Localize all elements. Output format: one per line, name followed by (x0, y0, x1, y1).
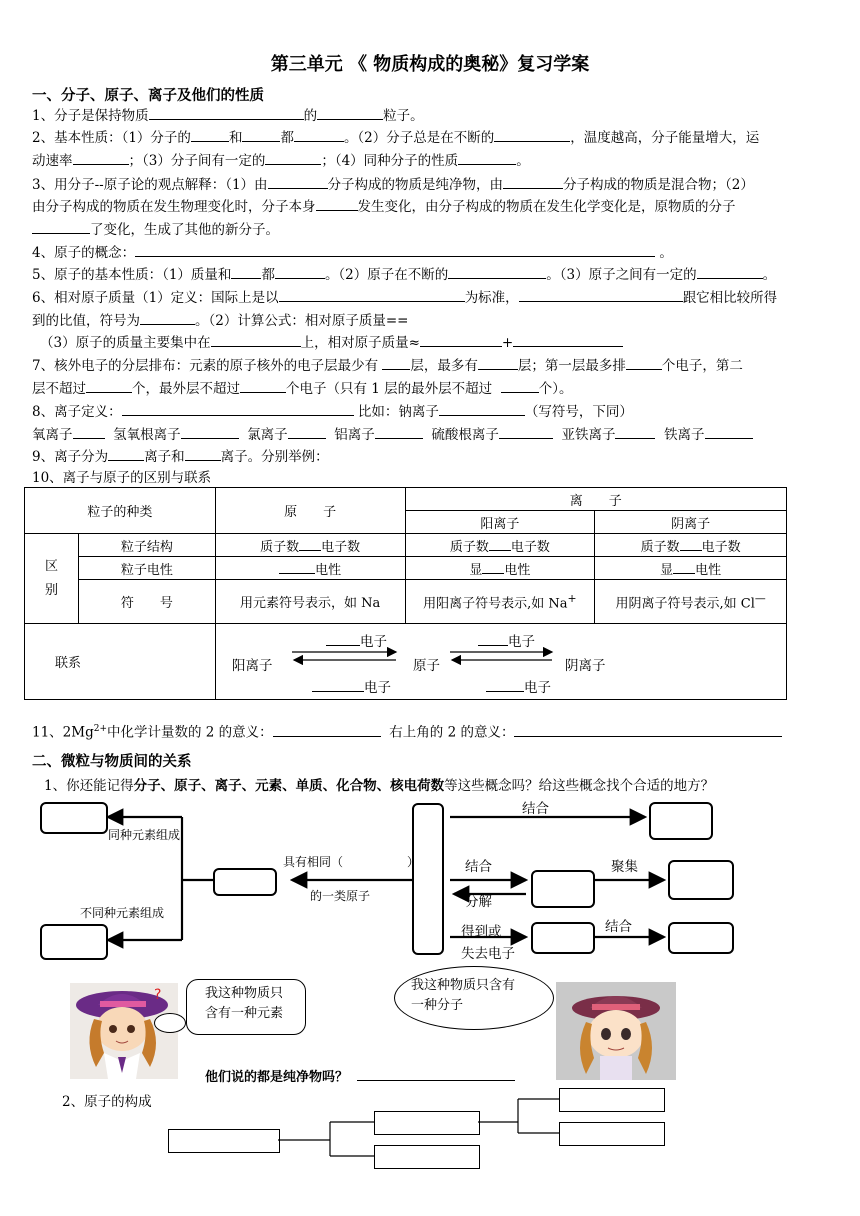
label-combine-2: 结合 (465, 859, 492, 875)
link-atom: 原子 (413, 658, 440, 674)
link-label-1: 电子 (326, 630, 387, 650)
label-diff-element: 不同种元素组成 (80, 906, 165, 920)
speech-bubble-right: 我这种物质只含有 一种分子 (394, 966, 554, 1030)
header-atom: 原 子 (215, 488, 405, 534)
header-anion: 阴离子 (595, 511, 787, 534)
section2-heading: 二、微粒与物质间的关系 (32, 754, 192, 770)
question-3: 3、用分子--原子论的观点解释：（1）由 分子构成的物质是纯净物，由 分子构成的物质是混合物；（2） (32, 174, 754, 196)
cell: 质子数 电子数 (215, 534, 405, 557)
question-10: 10、离子与原子的区别与联系 (32, 470, 212, 486)
label-gather: 聚集 (611, 859, 638, 875)
question-3-cont: 由分子构成的物质在发生物理变化时，分子本身 发生变化，由分子构成的物质在发生化学变化是，原物质的分子 (32, 196, 736, 218)
label-decompose: 分解 (465, 894, 492, 910)
cell: 显 电性 (405, 557, 595, 580)
label-same-element: 同种元素组成 (108, 828, 181, 842)
label-gain-lose-2: 失去电子 (461, 946, 515, 962)
link-anion: 阴离子 (565, 658, 606, 674)
link-label: 联系 (25, 624, 216, 700)
question-11: 11、$2Mg^{2+}$中化学计量数的 2 的意义： 右上角的 2 的意义： (32, 718, 782, 744)
question-6-cont: 到的比值，符号为 。（2）计算公式：相对原子质量== (32, 310, 408, 332)
header-cation: 阳离子 (405, 511, 595, 534)
row-label: 粒子电性 (78, 557, 215, 580)
cell: 用元素符号表示，如 Na (215, 580, 405, 624)
section2-question-1: 1、你还能记得分子、原子、离子、元素、单质、化合物、核电荷数等这些概念吗？给这些概念找个合适的地方？ (44, 778, 715, 794)
question-8: 8、离子定义： 比如：钠离子 （写符号，下同） (32, 401, 633, 423)
speech-bubble-left: 我这种物质只 含有一种元素 (186, 979, 306, 1035)
question-1: 1、分子是保持物质 的 粒子。 (32, 105, 424, 127)
label-combine-3: 结合 (605, 919, 632, 935)
question-2: 2、基本性质：（1）分子的 和 都 。（2）分子总是在不断的 ，温度越高，分子能量增大，运 (32, 127, 759, 149)
label-combine-1: 结合 (522, 801, 549, 817)
question-6: 6、相对原子质量（1）定义：国际上是以 为标准， 跟它相比较所得 (32, 287, 777, 309)
cell: 质子数 电子数 (595, 534, 787, 557)
question-8-ions: 氧离子 氢氧根离子 氯离子 铝离子 硫酸根离子 亚铁离子 铁离子 (32, 424, 753, 446)
link-label-2: 电子 (478, 630, 535, 650)
question-3-cont2: 了变化，生成了其他的新分子。 (32, 219, 279, 241)
label-same-have: 具有相同（ ） (283, 855, 420, 869)
diff-label: 区 别 (25, 534, 79, 624)
question-9: 9、离子分为 离子和 离子。分别举例： (32, 446, 329, 468)
section2-question-2: 2、原子的构成 (62, 1094, 152, 1110)
page-title: 第三单元 《 物质构成的奥秘》复习学案 (270, 54, 590, 75)
link-label-4: 电子 (486, 676, 551, 696)
section1-heading: 一、分子、原子、离子及他们的性质 (32, 88, 264, 104)
header-kind: 粒子的种类 (25, 488, 216, 534)
svg-text:?: ? (154, 987, 162, 1003)
question-2-cont: 动速率 ；（3）分子间有一定的 ；（4）同种分子的性质 。 (32, 150, 530, 172)
question-7-cont: 层不超过 个，最外层不超过 个电子（只有 1 层的最外层不超过 个）。 (32, 378, 573, 400)
cell: 用阳离子符号表示,如 Na+ (405, 580, 595, 624)
question-7: 7、核外电子的分层排布：元素的原子核外的电子层最少有 层，最多有 层；第一层最多排 个电子，第二 (32, 355, 743, 377)
cell: 显 电性 (595, 557, 787, 580)
question-4: 4、原子的概念： 。 (32, 242, 673, 264)
label-gain-lose-1: 得到或 (461, 924, 502, 940)
cell: 用阴离子符号表示,如 Cl— (595, 580, 787, 624)
label-kind-atom: 的一类原子 (310, 889, 371, 903)
question-6-cont2: （3）原子的质量主要集中在 上，相对原子质量≈ + (40, 332, 623, 354)
question-5: 5、原子的基本性质：（1）质量和 都 。（2）原子在不断的 。（3）原子之间有一定的 。 (32, 264, 776, 286)
cell: 质子数 电子数 (405, 534, 595, 557)
cell: 电性 (215, 557, 405, 580)
link-label-3: 电子 (312, 676, 391, 696)
row-label: 符 号 (78, 580, 215, 624)
pure-question: 他们说的都是纯净物吗？ (205, 1066, 515, 1085)
row-label: 粒子结构 (78, 534, 215, 557)
header-ion: 离 子 (405, 488, 786, 511)
link-cation: 阳离子 (232, 658, 273, 674)
